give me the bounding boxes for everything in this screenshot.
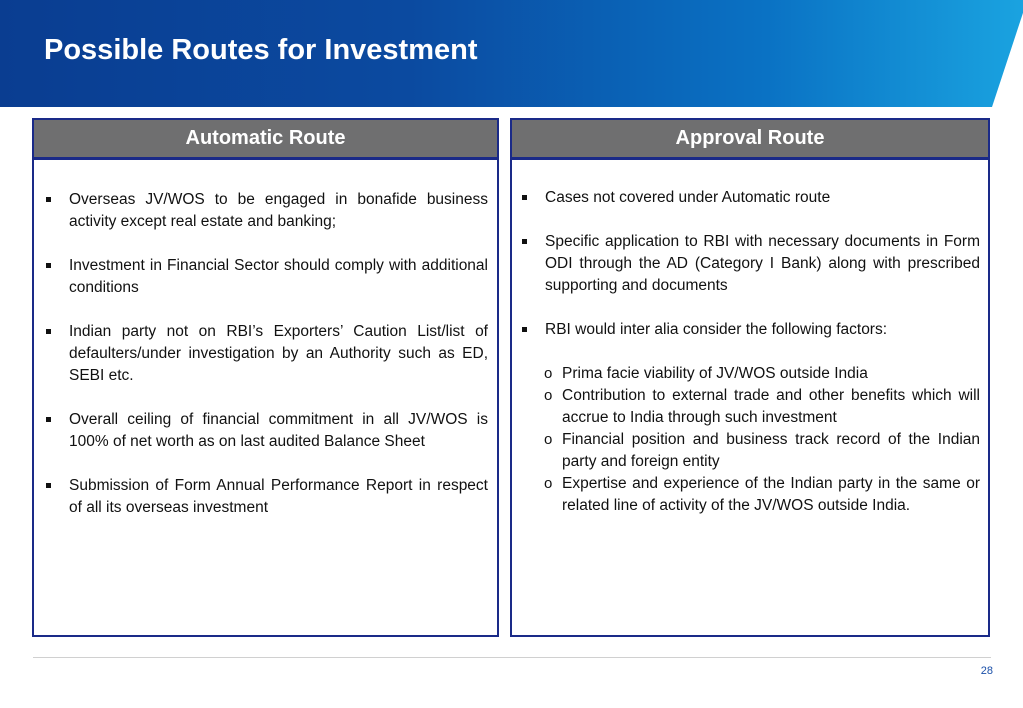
approval-route-body <box>512 157 988 635</box>
automatic-route-list <box>44 189 488 541</box>
square-bullet-icon <box>46 417 51 422</box>
circle-bullet-icon: o <box>544 365 553 382</box>
factors-list <box>544 363 980 517</box>
factor-item: o Prima facie viability of JV/WOS outside India <box>544 363 980 385</box>
approval-route-heading: Approval Route <box>512 120 988 157</box>
automatic-route-panel <box>32 118 499 637</box>
list-item: Indian party not on RBI’s Exporters’ Caution List/list of defaulters/under investigation by an Authority such as ED, SEBI etc. <box>44 321 488 387</box>
list-item: Cases not covered under Automatic route <box>520 187 980 209</box>
factor-item: o Expertise and experience of the Indian party in the same or related line of activity of the JV/WOS outside India. <box>544 475 980 514</box>
list-item: Overall ceiling of financial commitment in all JV/WOS is 100% of net worth as on last audited Balance Sheet <box>44 409 488 453</box>
automatic-route-heading: Automatic Route <box>34 120 497 157</box>
square-bullet-icon <box>522 195 527 200</box>
approval-route-list <box>520 187 980 363</box>
list-item: Submission of Form Annual Performance Report in respect of all its overseas investment <box>44 475 488 519</box>
automatic-route-body <box>34 157 497 635</box>
slide-title: Possible Routes for Investment <box>44 34 478 66</box>
approval-route-panel <box>510 118 990 637</box>
square-bullet-icon <box>522 327 527 332</box>
square-bullet-icon <box>46 197 51 202</box>
circle-bullet-icon: o <box>544 387 553 404</box>
square-bullet-icon <box>46 329 51 334</box>
square-bullet-icon <box>46 263 51 268</box>
list-item: Investment in Financial Sector should comply with additional conditions <box>44 255 488 299</box>
list-item: RBI would inter alia consider the following factors: <box>520 319 980 341</box>
square-bullet-icon <box>522 239 527 244</box>
factor-item: o Financial position and business track record of the Indian party and foreign entity <box>544 431 980 470</box>
square-bullet-icon <box>46 483 51 488</box>
footer-divider <box>33 657 991 658</box>
page-number: 28 <box>980 665 993 677</box>
circle-bullet-icon: o <box>544 431 553 448</box>
circle-bullet-icon: o <box>544 475 553 492</box>
list-item: Overseas JV/WOS to be engaged in bonafide business activity except real estate and banking; <box>44 189 488 233</box>
list-item: Specific application to RBI with necessary documents in Form ODI through the AD (Category I Bank) along with prescribed supporting and documents <box>520 231 980 297</box>
factor-item: o Contribution to external trade and other benefits which will accrue to India through such investment <box>544 387 980 426</box>
